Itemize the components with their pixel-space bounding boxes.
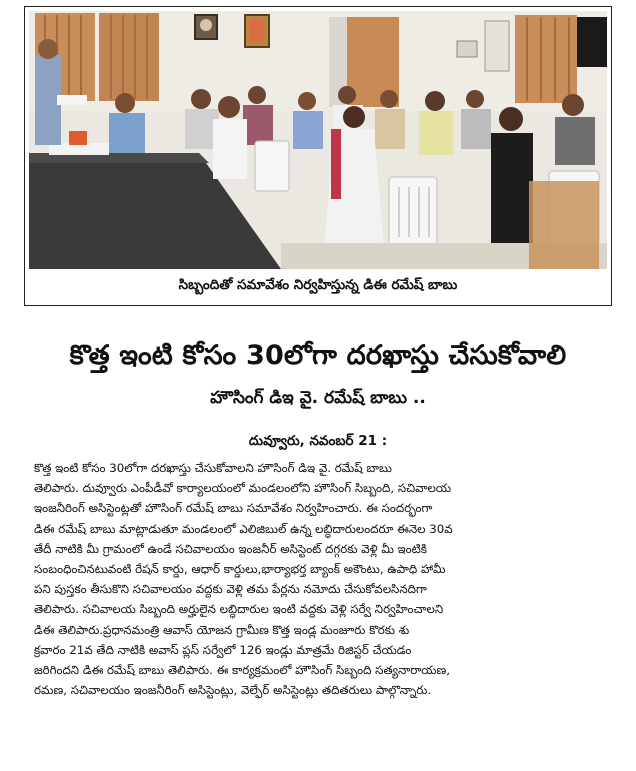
body-line: రమణ, సచివాలయం ఇంజనీరింగ్ అసిస్టెంట్లు, వెల్ఫేర్ అసిస్టెంట్లు తదితరులు పాల్గొన్నారు.: [34, 683, 432, 698]
photo-caption: సిబ్బందితో సమావేశం నిర్వహిస్తున్న డిఈ రమేష్ బాబు: [178, 276, 458, 293]
body-line: తెలిపారు. దువ్వూరు ఎంపీడీవో కార్యాలయంలో మండలంలోని హౌసింగ్ సిబ్బంది, సచివాలయ: [34, 481, 452, 496]
article-subheadline: హౌసింగ్ డిఇ వై. రమేష్ బాబు ..: [210, 388, 426, 408]
news-photo-frame: [24, 6, 612, 306]
body-line: డిఈ రమేష్ బాబు మాట్లాడుతూ మండలంలో ఎలిజిబుల్ ఉన్న లబ్ధిదారులందరూ ఈనెల 30వ: [34, 521, 453, 536]
article-headline: కొత్త ఇంటి కోసం 30లోగా దరఖాస్తు చేసుకోవాలి: [69, 340, 567, 371]
article-body: [34, 458, 600, 700]
body-line: జరిగిందని డిఈ రమేష్ బాబు తెలిపారు. ఈ కార్యక్రమంలో హౌసింగ్ సిబ్బంది సత్యనారాయణ,: [34, 663, 450, 678]
body-line: తేదీ నాటికి మీ గ్రామంలో ఉండే సచివాలయం ఇంజనీర్ అసిస్టెంట్ దగ్గరకు వెళ్లి మీ ఇంటికి: [34, 541, 427, 556]
body-line: తెలిపారు. సచివాలయ సిబ్బంది అర్హులైన లబ్ధిదారుల ఇంటి వద్దకు వెళ్లి సర్వే నిర్వహించాలని: [34, 602, 444, 617]
body-line: కొత్త ఇంటి కోసం 30లోగా దరఖాస్తు చేసుకోవాలని హౌసింగ్ డిఇ వై. రమేష్ బాబు: [34, 461, 392, 475]
body-line: క్రవారం 21వ తేది నాటికి అవాస్ ప్లస్ సర్వేలో 126 ఇండ్లు మాత్రమే రిజిస్టర్ చేయడం: [34, 642, 412, 657]
meeting-photo: [29, 11, 607, 269]
body-line: డిఈ తెలిపారు.ప్రధానమంత్రి ఆవాస్ యోజన గ్రామీణ కొత్త ఇండ్ల మంజూరు కొరకు శు: [34, 622, 410, 637]
body-line: పని పుస్తకం తీసుకొని సచివాలయం వద్దకు వెళ్లి తమ పేర్లను నమోదు చేసుకోవలసినదిగా: [34, 582, 427, 597]
article-dateline: దువ్వూరు, నవంబర్ 21 :: [248, 433, 388, 449]
meeting-photo-illustration: [29, 11, 607, 269]
body-line: ఇంజనీరింగ్ అసిస్టెంట్లతో హౌసింగ్ రమేష్ బాబు సమావేశం నిర్వహించారు. ఈ సందర్భంగా: [34, 501, 433, 516]
body-line: సంబంధించినటువంటి రేషన్ కార్డు, ఆధార్ కార్డులు,భార్యాభర్త బ్యాంక్ అకౌంటు, ఉపాధి హామీ: [34, 562, 446, 577]
